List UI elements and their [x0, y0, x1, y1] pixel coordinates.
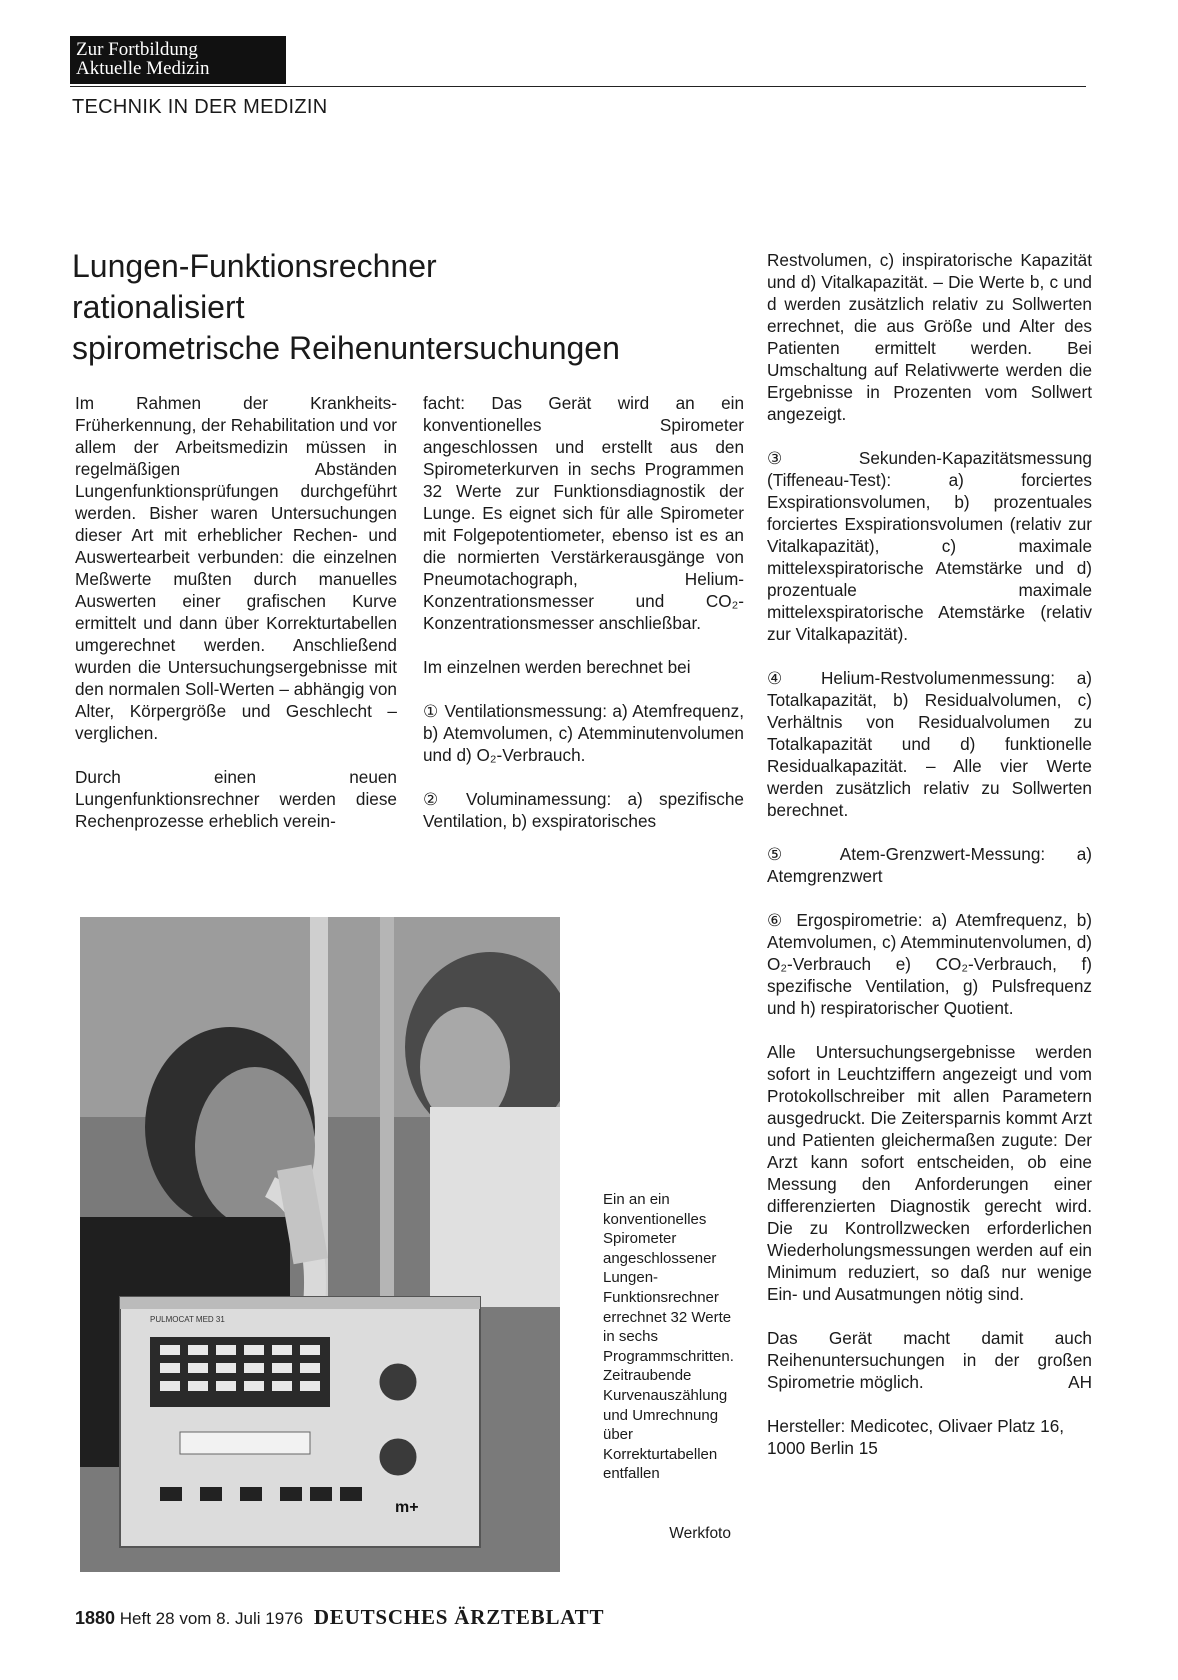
paragraph: ② Voluminamessung: a) spezifische Ventilation, b) exspiratorisches: [423, 789, 744, 831]
closing-text: Das Gerät macht damit auch Reihenuntersuchungen in der großen Spirometrie möglich.: [767, 1328, 1092, 1392]
author-initials: AH: [1068, 1372, 1092, 1392]
text-column-3: [767, 249, 1092, 1481]
photo-illustration: [80, 917, 560, 1572]
header-rule: [70, 86, 1086, 87]
article-photo: [80, 917, 560, 1572]
text-column-1: [75, 392, 397, 854]
manufacturer-note: Hersteller: Medicotec, Olivaer Platz 16, 1000 Berlin 15: [767, 1416, 1065, 1458]
section-heading: TECHNIK IN DER MEDIZIN: [72, 96, 328, 118]
article-title: [72, 246, 712, 369]
paragraph: ⑥ Ergospirometrie: a) Atemfrequenz, b) Atemvolumen, c) Atemminutenvolumen, d) O₂-Verbrauch e) CO₂-Verbrauch, f) spezifische Ventilation, g) Pulsfrequenz und h) respiratorischer Quotient.: [767, 910, 1092, 1018]
paragraph: ④ Helium-Restvolumenmessung: a) Totalkapazität, b) Residualvolumen, c) Verhältnis von Residualvolumen zu Totalkapazität und d) funktionelle Residualkapazität. – Alle vier Werte werden zusätzlich relativ zu Sollwerten berechnet.: [767, 668, 1092, 820]
device-label: PULMOCAT MED 31: [150, 1315, 225, 1324]
paragraph: Im einzelnen werden berechnet bei: [423, 657, 691, 677]
badge-line-1: Zur Fortbildung: [76, 39, 198, 60]
text-column-2: [423, 392, 744, 854]
paragraph: Restvolumen, c) inspiratorische Kapazität und d) Vitalkapazität. – Die Werte b, c und d werden zusätzlich relativ zu Sollwerten errechnet, die aus Größe und Alter des Patienten ermittelt werden. Bei Umschaltung auf Relativwerte werden die Ergebnisse in Prozenten vom Sollwert angezeigt.: [767, 250, 1092, 424]
photo-caption: Ein an ein konventionelles Spirometer angeschlossener Lungen-Funktionsrechner errechnet 32 Werte in sechs Programmschritten. Zeitraubende Kurvenauszählung und Umrechnung über Korrekturtabellen entfallen: [603, 1191, 734, 1483]
title-line-1: Lungen-Funktionsrechner: [72, 248, 437, 284]
title-line-3: spirometrische Reihenuntersuchungen: [72, 330, 620, 366]
magazine-name: DEUTSCHES ÄRZTEBLATT: [313, 1605, 605, 1629]
paragraph: ③ Sekunden-Kapazitätsmessung (Tiffeneau-Test): a) forciertes Exspirationsvolumen, b) prozentuales forciertes Exspirationsvolumen (relativ zur Vitalkapazität), c) maximale mittelexspiratorische Atemstärke und d) prozentuale maximale mittelexspiratorische Atemstärke (relativ zur Vitalkapazität).: [767, 448, 1092, 644]
paragraph: Im Rahmen der Krankheits-Früherkennung, der Rehabilitation und vor allem der Arbeitsmedizin müssen in regelmäßigen Abständen Lungenfunktionsprüfungen durchgeführt werden. Bisher waren Untersuchungen dieser Art mit erheblicher Rechen- und Auswertearbeit verbunden: die einzelnen Meßwerte mußten durch manuelles Auswerten einer grafischen Kurve ermittelt und dann über Korrekturtabellen umgerechnet werden. Anschließend wurden die Untersuchungsergebnisse mit den normalen Soll-Werten – abhängig von Alter, Körpergröße und Geschlecht – verglichen.: [75, 393, 397, 743]
paragraph: facht: Das Gerät wird an ein konventionelles Spirometer angeschlossen und erstellt aus den Spirometerkurven in sechs Programmen 32 Werte zur Funktionsdiagnostik der Lunge. Es eignet sich für alle Spirometer mit Folgepotentiometer, ebenso ist es an die normierten Verstärkerausgänge von Pneumotachograph, Helium-Konzentrationsmesser und CO₂-Konzentrationsmesser anschließbar.: [423, 393, 744, 633]
badge-line-2: Aktuelle Medizin: [76, 58, 210, 79]
issue-info: Heft 28 vom 8. Juli 1976: [119, 1609, 304, 1628]
paragraph-closing: [767, 1327, 1092, 1393]
device-logo: m+: [395, 1499, 419, 1516]
paragraph: Durch einen neuen Lungenfunktionsrechner werden diese Rechenprozesse erheblich verein-: [75, 767, 397, 831]
category-badge: [70, 36, 286, 84]
title-line-2: rationalisiert: [72, 289, 245, 325]
photo-credit: Werkfoto: [669, 1525, 731, 1542]
paragraph: ① Ventilationsmessung: a) Atemfrequenz, b) Atemvolumen, c) Atemminutenvolumen und d) O₂-Verbrauch.: [423, 701, 744, 765]
paragraph: ⑤ Atem-Grenzwert-Messung: a) Atemgrenzwert: [767, 844, 1092, 886]
paragraph: Alle Untersuchungsergebnisse werden sofort in Leuchtziffern angezeigt und vom Protokollschreiber mit allen Parametern ausgedruckt. Die Zeitersparnis kommt Arzt und Patienten gleichermaßen zugute: Der Arzt kann sofort entscheiden, ob eine Messung den Anforderungen einer differenzierten Diagnostik gerecht wird. Die zu Kontrollzwecken erforderlichen Wiederholungsmessungen werden auf ein Minimum reduziert, so daß nur wenige Ein- und Ausatmungen nötig sind.: [767, 1042, 1092, 1304]
page-number: 1880: [75, 1608, 116, 1628]
page-footer: [75, 1605, 604, 1630]
